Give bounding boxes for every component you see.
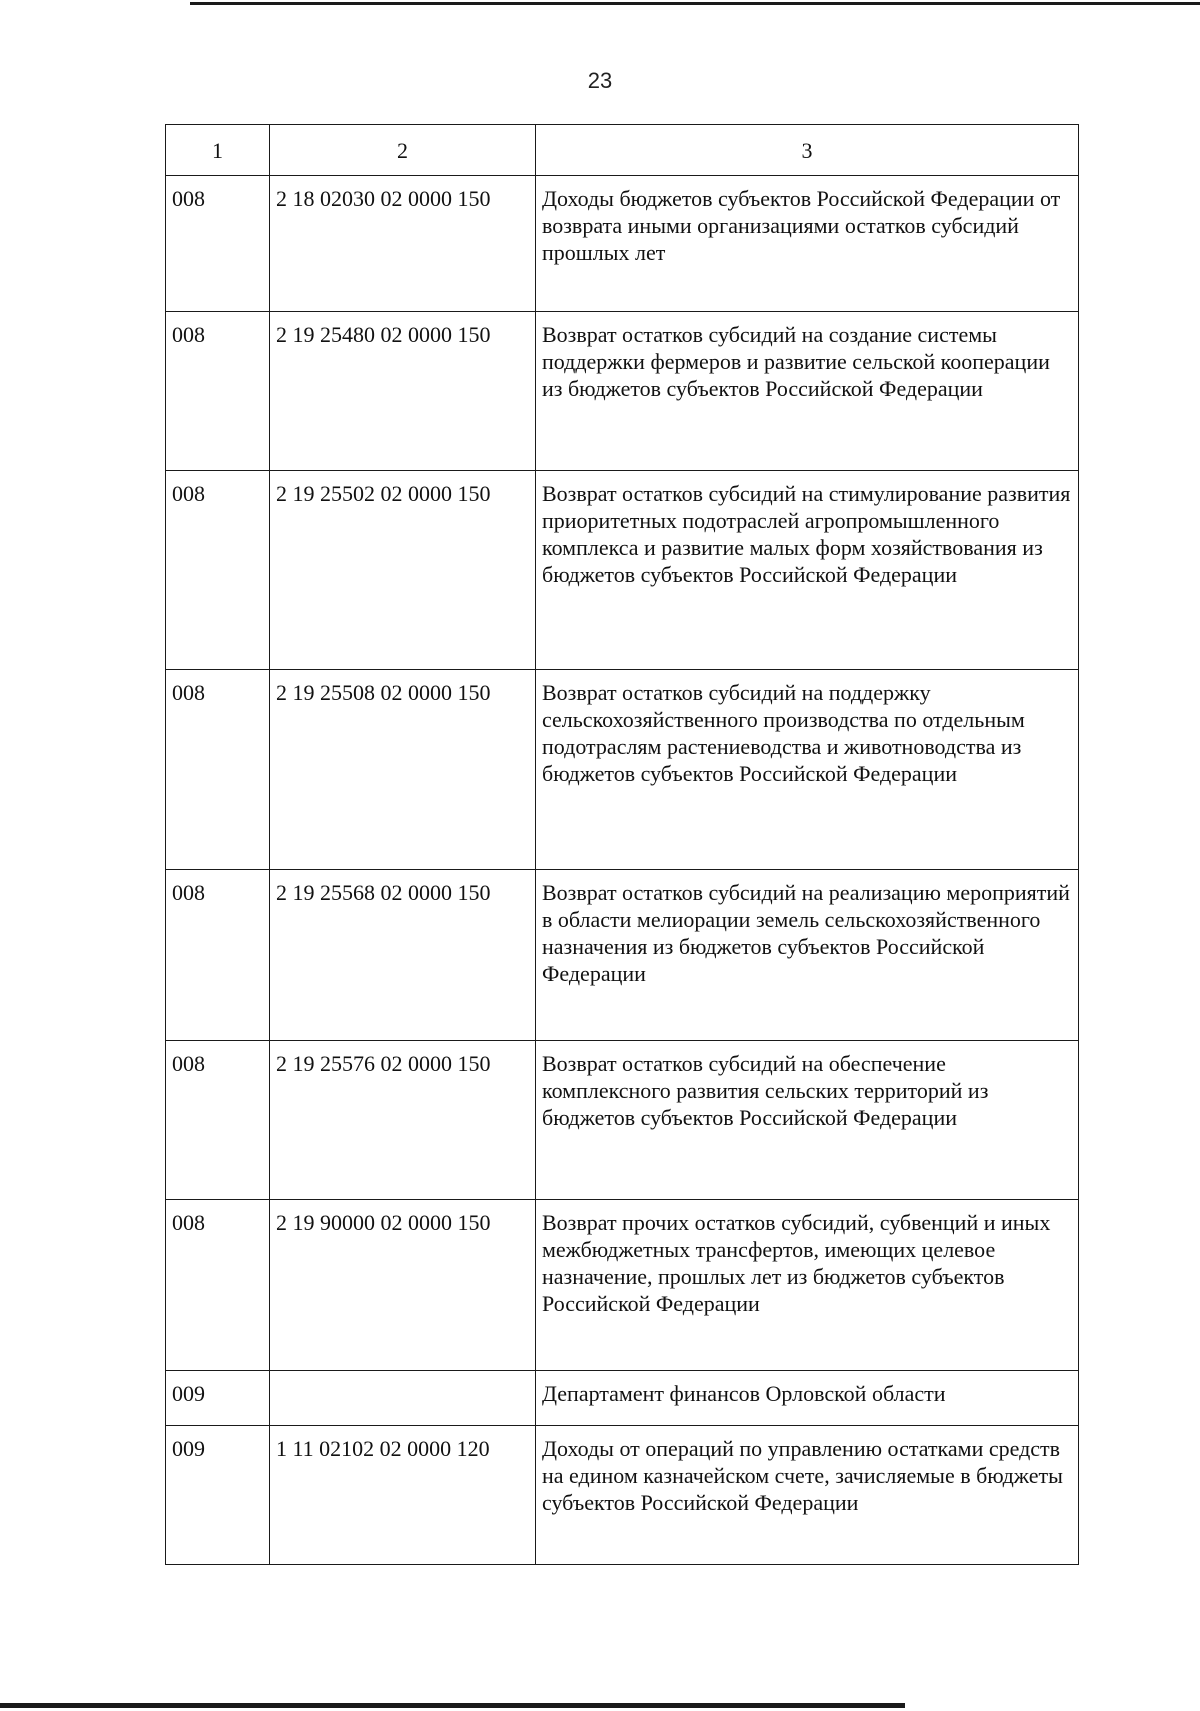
table-header-row — [166, 125, 1079, 176]
header-cell-1: 1 — [166, 125, 270, 176]
top-border-line — [190, 2, 1200, 5]
header-cell-2: 2 — [270, 125, 536, 176]
admin-code-cell: 008 — [166, 1041, 270, 1200]
table-row — [166, 1041, 1079, 1200]
table-row — [166, 870, 1079, 1041]
table-row — [166, 1371, 1079, 1426]
income-name-cell: Возврат остатков субсидий на стимулирование развития приоритетных подотраслей агропромышленного комплекса и развитие малых форм хозяйствования из бюджетов субъектов Российской Федерации — [536, 471, 1079, 670]
income-name-cell: Доходы бюджетов субъектов Российской Федерации от возврата иными организациями остатков субсидий прошлых лет — [536, 176, 1079, 312]
admin-code-cell: 008 — [166, 471, 270, 670]
table-row — [166, 1200, 1079, 1371]
kbk-code-cell: 2 19 25480 02 0000 150 — [270, 312, 536, 471]
kbk-code-cell: 2 19 25502 02 0000 150 — [270, 471, 536, 670]
income-name-cell: Доходы от операций по управлению остатками средств на едином казначейском счете, зачисляемые в бюджеты субъектов Российской Федерации — [536, 1426, 1079, 1565]
kbk-code-cell — [270, 1371, 536, 1426]
table-row — [166, 670, 1079, 870]
table-row — [166, 471, 1079, 670]
income-name-cell: Возврат остатков субсидий на обеспечение комплексного развития сельских территорий из бюджетов субъектов Российской Федерации — [536, 1041, 1079, 1200]
income-name-cell: Возврат остатков субсидий на создание системы поддержки фермеров и развитие сельской кооперации из бюджетов субъектов Российской Федерации — [536, 312, 1079, 471]
income-name-cell: Возврат прочих остатков субсидий, субвенций и иных межбюджетных трансфертов, имеющих целевое назначение, прошлых лет из бюджетов субъектов Российской Федерации — [536, 1200, 1079, 1371]
kbk-code-cell: 2 19 25568 02 0000 150 — [270, 870, 536, 1041]
table-row — [166, 312, 1079, 471]
kbk-code-cell: 2 19 25576 02 0000 150 — [270, 1041, 536, 1200]
header-cell-3: 3 — [536, 125, 1079, 176]
page-number: 23 — [587, 68, 613, 93]
income-name-cell: Возврат остатков субсидий на реализацию мероприятий в области мелиорации земель сельскохозяйственного назначения из бюджетов субъектов Российской Федерации — [536, 870, 1079, 1041]
table-row — [166, 176, 1079, 312]
admin-code-cell: 009 — [166, 1371, 270, 1426]
admin-code-cell: 008 — [166, 670, 270, 870]
admin-code-cell: 008 — [166, 312, 270, 471]
admin-code-cell: 008 — [166, 870, 270, 1041]
income-name-cell: Департамент финансов Орловской области — [536, 1371, 1079, 1426]
kbk-code-cell: 2 18 02030 02 0000 150 — [270, 176, 536, 312]
bottom-border-line — [0, 1703, 905, 1708]
table-row — [166, 1426, 1079, 1565]
kbk-code-cell: 1 11 02102 02 0000 120 — [270, 1426, 536, 1565]
kbk-code-cell: 2 19 25508 02 0000 150 — [270, 670, 536, 870]
admin-code-cell: 008 — [166, 1200, 270, 1371]
income-name-cell: Возврат остатков субсидий на поддержку сельскохозяйственного производства по отдельным подотраслям растениеводства и животноводства из бюджетов субъектов Российской Федерации — [536, 670, 1079, 870]
admin-code-cell: 009 — [166, 1426, 270, 1565]
admin-code-cell: 008 — [166, 176, 270, 312]
kbk-code-cell: 2 19 90000 02 0000 150 — [270, 1200, 536, 1371]
income-codes-table — [165, 124, 1079, 1565]
